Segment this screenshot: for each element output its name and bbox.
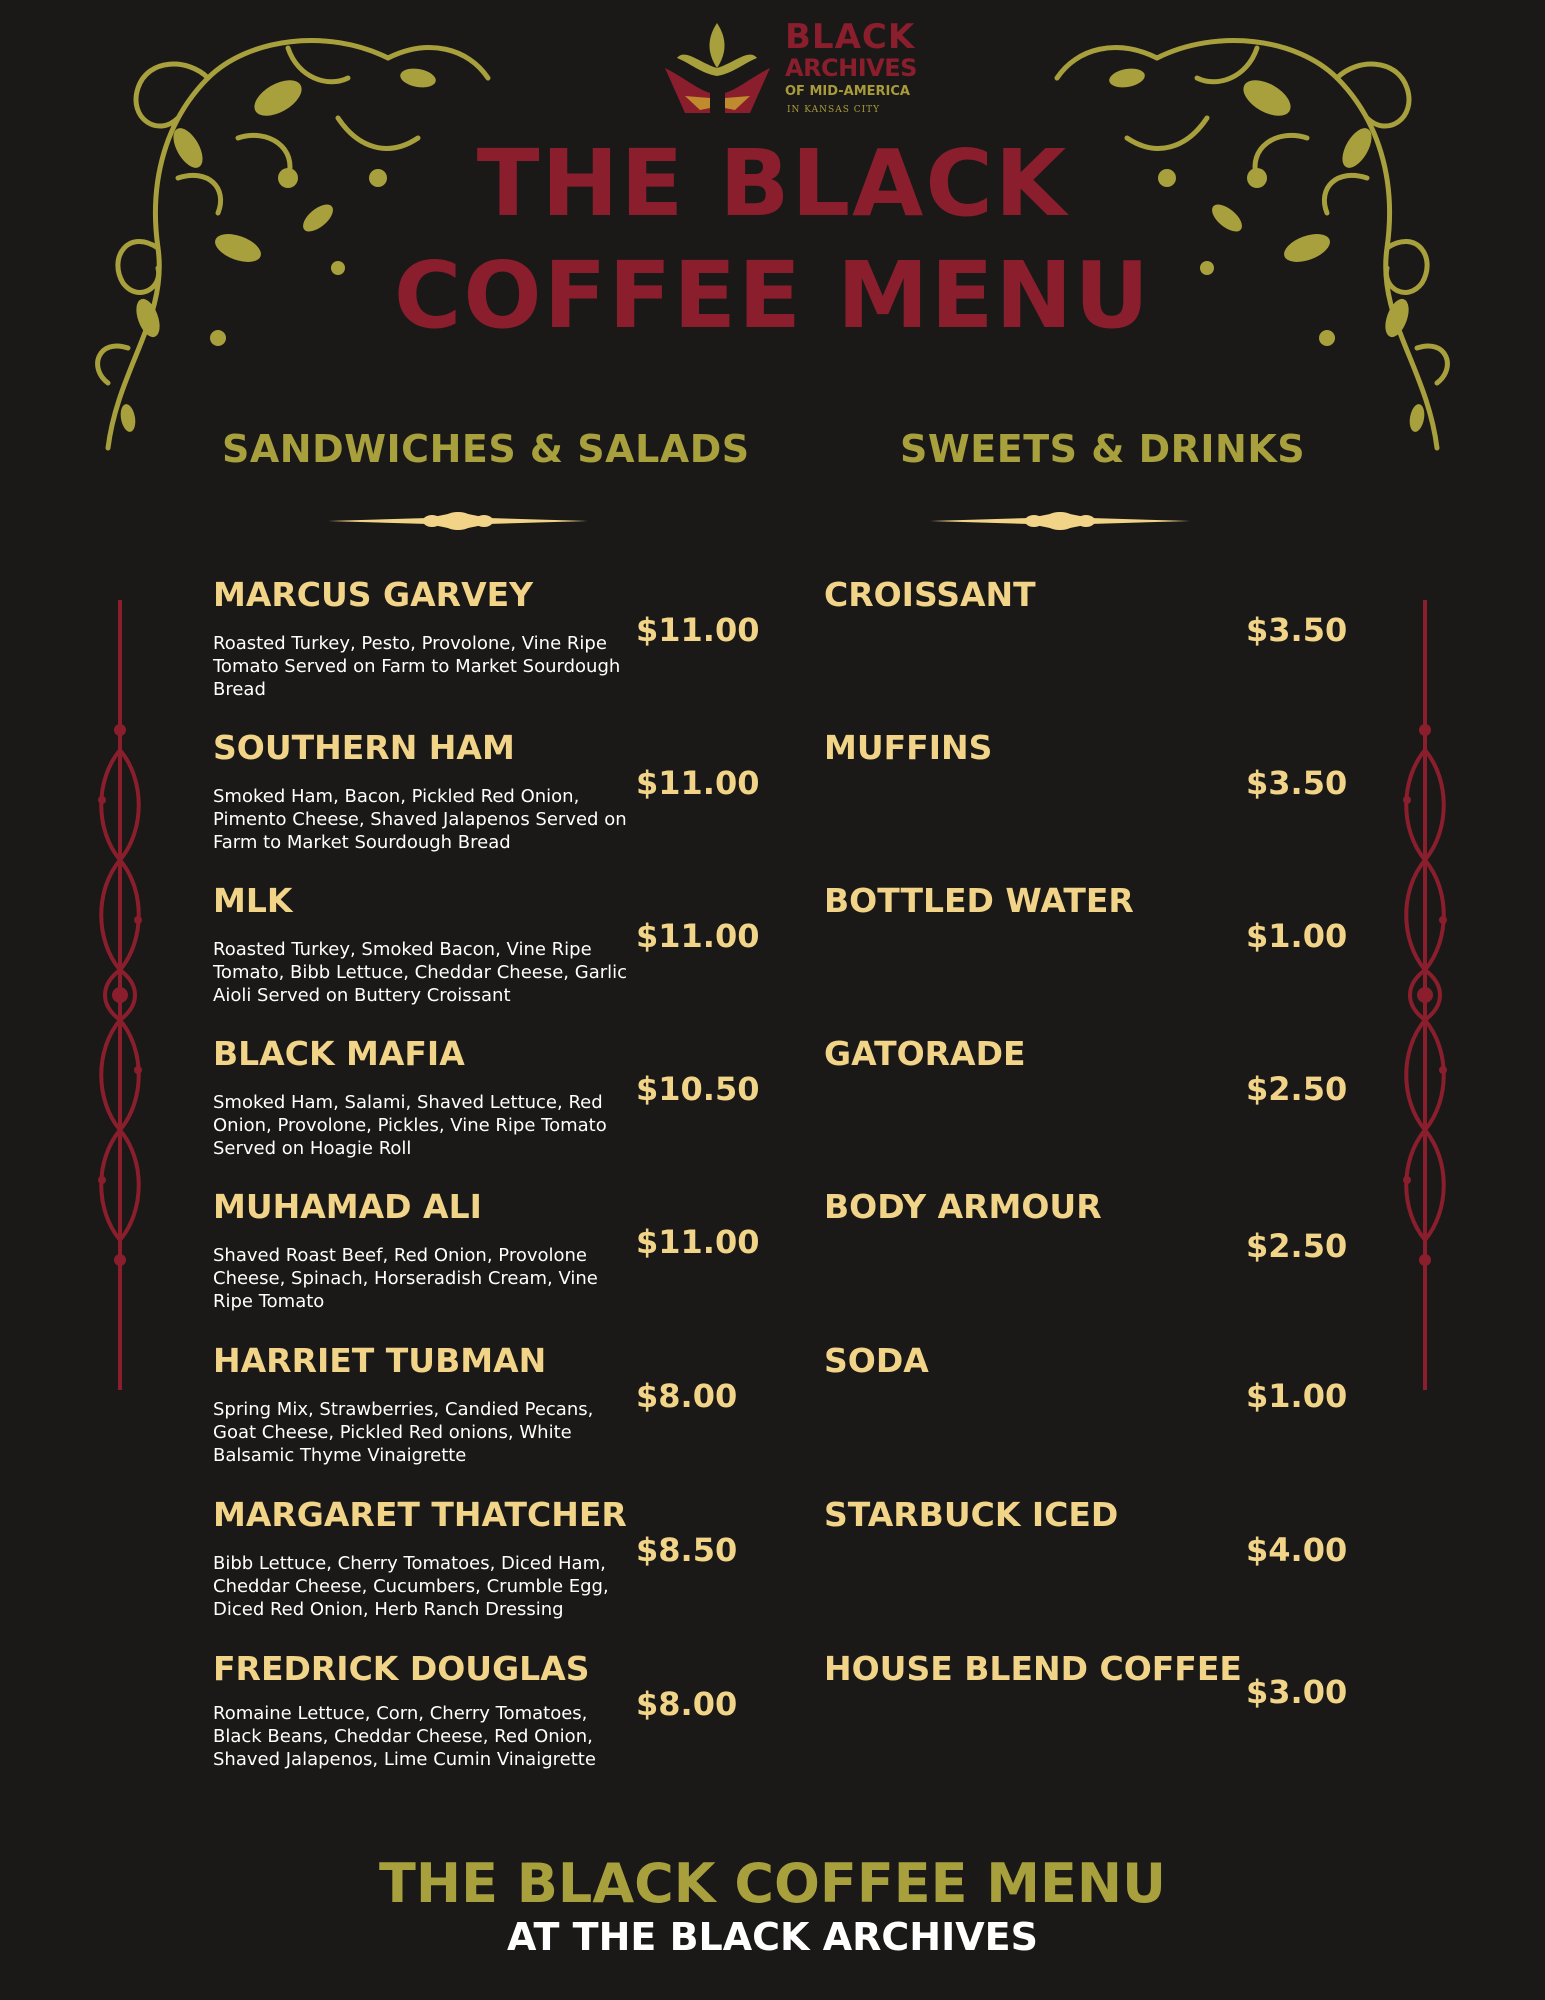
- menu-item-description: Smoked Ham, Salami, Shaved Lettuce, Red Onion, Provolone, Pickles, Vine Ripe Tomato Served on Hoagie Roll: [213, 1092, 607, 1159]
- black-archives-logo: [655, 17, 917, 128]
- menu-item-price: $8.00: [636, 1685, 738, 1723]
- menu-item-price: $11.00: [636, 764, 760, 802]
- menu-item-name: SODA: [824, 1341, 929, 1380]
- vertical-scroll-ornament-right-icon: [1395, 600, 1455, 1390]
- menu-item-price: $11.00: [636, 1223, 760, 1261]
- menu-item-price: $10.50: [636, 1070, 760, 1108]
- menu-item-price: $1.00: [1246, 1377, 1348, 1415]
- menu-item-name: MARCUS GARVEY: [213, 575, 534, 614]
- menu-item-price: $2.50: [1246, 1070, 1348, 1108]
- logo-text-black: BLACK: [785, 17, 916, 57]
- menu-item-description: Romaine Lettuce, Corn, Cherry Tomatoes, Black Beans, Cheddar Cheese, Red Onion, Shaved Jalapenos, Lime Cumin Vinaigrette: [213, 1703, 596, 1770]
- footer-subtitle: AT THE BLACK ARCHIVES: [507, 1915, 1038, 1959]
- menu-item-name: BODY ARMOUR: [824, 1187, 1102, 1226]
- menu-item-name: GATORADE: [824, 1034, 1026, 1073]
- section-title-drinks: SWEETS & DRINKS: [900, 427, 1306, 471]
- menu-item-name: MARGARET THATCHER: [213, 1495, 627, 1534]
- menu-item-price: $11.00: [636, 917, 760, 955]
- menu-item-name: MUHAMAD ALI: [213, 1187, 482, 1226]
- menu-item-name: FREDRICK DOUGLAS: [213, 1649, 590, 1688]
- menu-item-description: Roasted Turkey, Pesto, Provolone, Vine Ripe Tomato Served on Farm to Market Sourdough Bread: [213, 633, 621, 700]
- menu-item-description: Spring Mix, Strawberries, Candied Pecans, Goat Cheese, Pickled Red onions, White Balsamic Thyme Vinaigrette: [213, 1399, 594, 1466]
- logo-text-kansas-city: IN KANSAS CITY: [787, 105, 881, 115]
- menu-item-name: SOUTHERN HAM: [213, 728, 515, 767]
- menu-item-price: $4.00: [1246, 1531, 1348, 1569]
- menu-item-name: BOTTLED WATER: [824, 881, 1134, 920]
- menu-item-price: $8.00: [636, 1377, 738, 1415]
- logo-text-mid-america: OF MID-AMERICA: [785, 84, 910, 99]
- section-title-sandwiches: SANDWICHES & SALADS: [222, 427, 750, 471]
- menu-item-name: MUFFINS: [824, 728, 993, 767]
- divider-ornament-left-icon: [328, 508, 588, 534]
- menu-item-name: HOUSE BLEND COFFEE: [824, 1649, 1242, 1688]
- menu-item-price: $2.50: [1246, 1227, 1348, 1265]
- menu-item-name: HARRIET TUBMAN: [213, 1341, 547, 1380]
- menu-item-name: CROISSANT: [824, 575, 1036, 614]
- logo-text-archives: ARCHIVES: [785, 54, 917, 82]
- menu-item-name: BLACK MAFIA: [213, 1034, 465, 1073]
- footer-title: THE BLACK COFFEE MENU: [379, 1852, 1166, 1915]
- menu-item-description: Smoked Ham, Bacon, Pickled Red Onion, Pimento Cheese, Shaved Jalapenos Served on Farm to Market Sourdough Bread: [213, 786, 627, 853]
- menu-item-price: $3.00: [1246, 1673, 1348, 1711]
- menu-item-name: MLK: [213, 881, 293, 920]
- page-title-line-2: COFFEE MENU: [393, 242, 1152, 349]
- menu-item-price: $11.00: [636, 611, 760, 649]
- page-title-line-1: THE BLACK: [476, 130, 1069, 237]
- vertical-scroll-ornament-left-icon: [90, 600, 150, 1390]
- menu-item-description: Shaved Roast Beef, Red Onion, Provolone Cheese, Spinach, Horseradish Cream, Vine Ripe Tomato: [213, 1245, 598, 1312]
- menu-item-name: STARBUCK ICED: [824, 1495, 1119, 1534]
- menu-item-price: $8.50: [636, 1531, 738, 1569]
- menu-item-description: Bibb Lettuce, Cherry Tomatoes, Diced Ham, Cheddar Cheese, Cucumbers, Crumble Egg, Diced Red Onion, Herb Ranch Dressing: [213, 1553, 609, 1620]
- menu-item-price: $3.50: [1246, 611, 1348, 649]
- menu-item-price: $3.50: [1246, 764, 1348, 802]
- logo-hands-emblem-icon: [655, 18, 780, 118]
- menu-item-description: Roasted Turkey, Smoked Bacon, Vine Ripe Tomato, Bibb Lettuce, Cheddar Cheese, Garlic Aioli Served on Buttery Croissant: [213, 939, 628, 1006]
- menu-item-price: $1.00: [1246, 917, 1348, 955]
- divider-ornament-right-icon: [930, 508, 1190, 534]
